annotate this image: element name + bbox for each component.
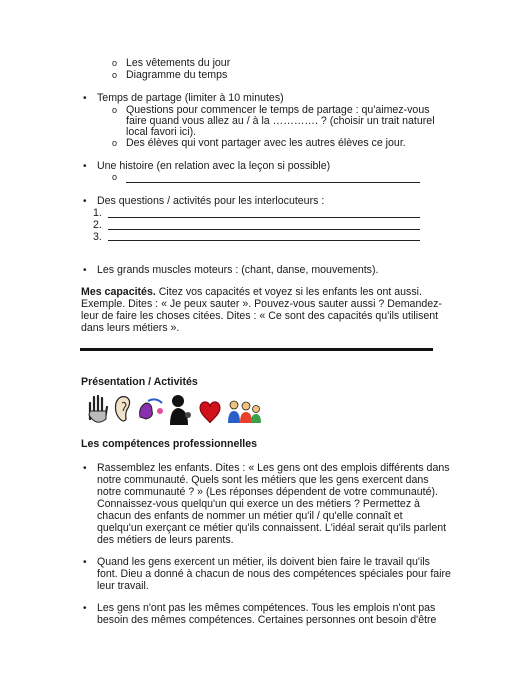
capacites-heading: Mes capacités. [81,286,156,298]
sub-bullet-marker: o [112,105,118,115]
bullet-marker: • [83,196,87,207]
bullet-marker: • [83,463,87,474]
partage-question-line2: faire quand vous allez au / à la …………. ? (choisir un trait naturel [126,115,435,127]
competences-b2-line3: leur travail. [97,580,149,592]
section-divider [80,348,433,351]
question-blank-line-1 [108,217,420,218]
children-icon [228,401,261,423]
question-number-2: 2. [93,219,102,231]
bullet-marker: • [83,265,87,276]
sub-bullet-marker: o [112,70,118,80]
bullet-marker: • [83,557,87,568]
sub-bullet-marker: o [112,172,118,182]
question-number-3: 3. [93,231,102,243]
bullet-marker: • [83,161,87,172]
capacites-line3: leur de faire les choses citées. Dites : « Ce sont des capacités qu'ils utilisent [81,310,439,322]
competences-b1-line6: quelqu'un exerçant ce métier qu'ils connaissent. L'idéal serait qu'ils parlent [97,522,447,534]
competences-b3-line1: Les gens n'ont pas les mêmes compétences. Tous les emplois n'ont pas [97,602,436,614]
competences-b1-line4: Connaissez-vous quelqu'un qui exerce un des métiers ? Permettez à [97,498,420,510]
capacites-line4: dans leurs métiers ». [81,322,180,334]
competences-b3-line2: besoin des mêmes compétences. Certaines personnes ont besoin d'être [97,614,437,626]
sub-bullet-marker: o [112,58,118,68]
question-blank-line-2 [108,229,420,230]
competences-b1-line3: notre communauté ? » (Les réponses dépendent de votre communauté). [97,486,438,498]
competences-title: Les compétences professionnelles [81,438,258,450]
partage-question-line1: Questions pour commencer le temps de partage : qu'aimez-vous [126,104,430,116]
sub-bullet-marker: o [112,138,118,148]
histoire-title: Une histoire (en relation avec la leçon si possible) [97,160,331,172]
heart-icon [200,402,220,423]
mouth-icon [170,395,191,425]
muscles-title: Les grands muscles moteurs : (chant, danse, mouvements). [97,264,379,276]
competences-b1-line5: chacun des enfants de nommer un métier qu'il / qu'elle connaît et [97,510,403,522]
ear-icon [116,397,130,421]
competences-b1-line1: Rassemblez les enfants. Dites : « Les gens ont des emplois différents dans [97,462,450,474]
competences-b2-line2: font. Dieu a donné à chacun de nous des compétences spéciales pour faire [97,568,451,580]
bullet-marker: • [83,93,87,104]
competences-b2-line1: Quand les gens exercent un métier, ils doivent bien faire le travail qu'ils [97,556,430,568]
hand-icon [89,396,107,422]
competences-b1-line7: des métiers de leurs parents. [97,534,234,546]
sub-item-vetements: Les vêtements du jour [126,57,231,69]
sub-item-diagramme: Diagramme du temps [126,69,228,81]
bullet-marker: • [83,603,87,614]
competences-b1-line2: notre communauté. Quels sont les métiers que les gens exercent dans [97,474,429,486]
partage-title: Temps de partage (limiter à 10 minutes) [97,92,284,104]
partage-question-line3: local favori ici). [126,126,197,138]
question-number-1: 1. [93,207,102,219]
histoire-blank-line [126,182,420,183]
nose-icon [140,399,163,419]
senses-icon-strip [86,389,261,429]
capacites-line2: Exemple. Dites : « Je peux sauter ». Pouvez-vous sauter aussi ? Demandez- [81,298,442,310]
question-blank-line-3 [108,240,420,241]
partage-eleves: Des élèves qui vont partager avec les autres élèves ce jour. [126,137,406,149]
capacites-line1-text: Citez vos capacités et voyez si les enfants les ont aussi. [155,286,422,298]
presentation-title: Présentation / Activités [81,376,198,388]
questions-title: Des questions / activités pour les interlocuteurs : [97,195,325,207]
